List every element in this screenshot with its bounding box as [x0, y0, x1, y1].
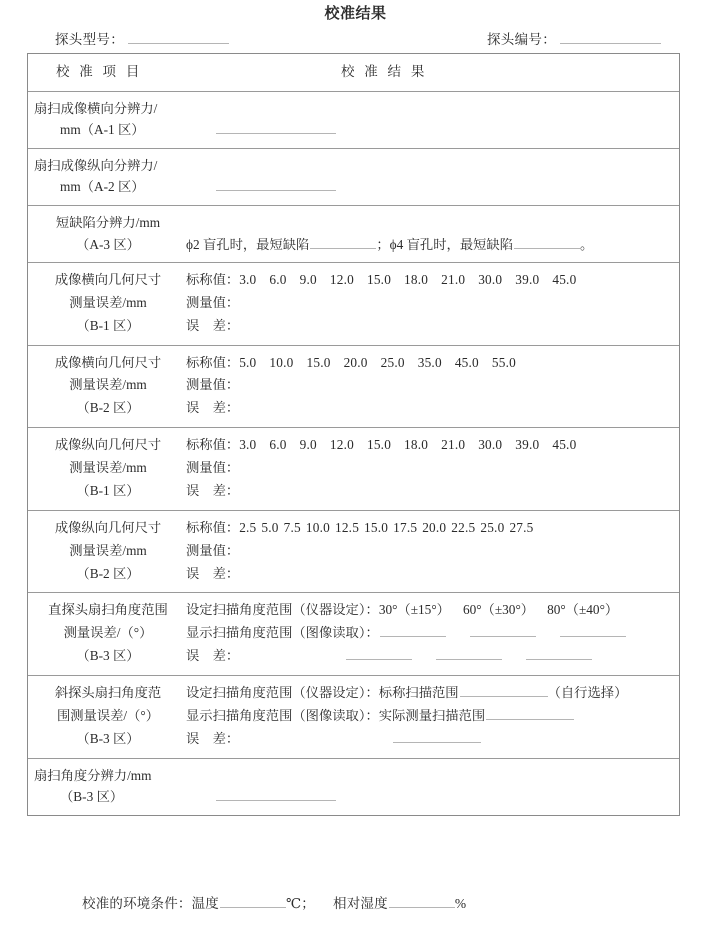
- straight-error-blank-3[interactable]: [526, 659, 592, 660]
- row-item-line: 测量误差/mm: [69, 460, 147, 476]
- value-item: 6.0: [269, 437, 287, 453]
- value-item: 30.0: [478, 272, 503, 288]
- humidity-label: 相对湿度: [333, 896, 388, 911]
- environment-conditions: [82, 892, 466, 912]
- row-item-line: mm（A-1 区）: [60, 122, 145, 138]
- value-item: 39.0: [515, 437, 540, 453]
- row-item-line: （B-3 区）: [76, 730, 140, 746]
- row-item-line: 短缺陷分辨力/mm: [55, 214, 161, 230]
- page-title: 校准结果: [324, 4, 387, 22]
- row-item-line: 扇扫角度分辨力/mm: [34, 767, 152, 783]
- value-item: 3.0: [239, 272, 257, 288]
- short-defect-text-1: ϕ2 盲孔时，最短缺陷: [186, 236, 310, 252]
- value-item: 25.0: [480, 519, 505, 535]
- measured-label: 测量值：: [186, 377, 240, 393]
- row-item-line: （B-2 区）: [76, 565, 140, 581]
- value-item: 15.0: [366, 437, 392, 453]
- header-cell-item: 校 准 项 目: [56, 64, 143, 79]
- calibration-table: [27, 53, 680, 816]
- value-item: 80°（±40°）: [547, 602, 619, 618]
- row-result-cell: [186, 149, 679, 205]
- value-item: 35.0: [417, 354, 442, 370]
- oblique-set-blank[interactable]: [460, 696, 548, 697]
- humidity-blank[interactable]: [389, 907, 455, 908]
- probe-serial-label: 探头编号：: [487, 32, 556, 47]
- value-item: 12.5: [334, 519, 360, 535]
- value-item: 60°（±30°）: [462, 602, 535, 618]
- oblique-error-blank[interactable]: [393, 742, 481, 743]
- straight-error-blank-1[interactable]: [346, 659, 412, 660]
- humidity-unit: %: [454, 896, 467, 911]
- row-item-line: 成像纵向几何尺寸: [54, 519, 162, 535]
- set-angle-line: [186, 599, 673, 622]
- row-item-cell: [28, 676, 186, 758]
- value-item: 7.5: [283, 519, 301, 535]
- row-result-cell: [186, 206, 679, 262]
- row-item-line: （B-2 区）: [76, 400, 140, 416]
- value-item: 30°（±15°）: [378, 602, 450, 618]
- short-defect-result-line: [186, 234, 673, 256]
- nominal-label: 标称值：: [186, 519, 240, 535]
- row-item-line: 斜探头扇扫角度范: [54, 684, 162, 700]
- error-label: 误 差：: [186, 482, 240, 498]
- table-row: [28, 592, 679, 675]
- table-row: [28, 427, 679, 510]
- nominal-label: 标称值：: [186, 437, 240, 453]
- row-item-cell: [28, 263, 186, 345]
- probe-model-field: [55, 28, 229, 48]
- row-result-cell: [186, 346, 679, 428]
- probe-serial-blank[interactable]: [560, 43, 661, 44]
- row-result-cell: [186, 759, 679, 815]
- nominal-values: [239, 434, 576, 457]
- nominal-line: [186, 352, 673, 375]
- value-item: 30.0: [478, 437, 503, 453]
- measured-label: 测量值：: [186, 294, 240, 310]
- value-item: 18.0: [404, 437, 429, 453]
- error-label: 误 差：: [186, 648, 240, 664]
- row-item-line: 直探头扇扫角度范围: [48, 602, 168, 618]
- value-item: 12.0: [329, 272, 354, 288]
- value-item: 18.0: [404, 272, 429, 288]
- probe-info-line: [0, 28, 711, 48]
- error-label: 误 差：: [186, 317, 240, 333]
- table-row: [28, 205, 679, 262]
- temperature-blank[interactable]: [220, 907, 286, 908]
- nominal-line: [186, 434, 673, 457]
- nominal-label: 标称值：: [186, 272, 240, 288]
- value-item: 3.0: [239, 437, 257, 453]
- error-label: 误 差：: [186, 400, 240, 416]
- row-item-cell: [28, 511, 186, 593]
- set-angle-label: 设定扫描角度范围（仪器设定）：: [186, 602, 379, 618]
- value-item: 45.0: [454, 354, 479, 370]
- row-item-cell: [28, 149, 186, 205]
- value-item: 22.5: [451, 519, 476, 535]
- value-item: 21.0: [441, 272, 466, 288]
- table-row: [28, 758, 679, 815]
- nominal-label: 标称值：: [186, 354, 240, 370]
- row-result-cell: [186, 676, 679, 758]
- nominal-line: [186, 517, 673, 540]
- value-item: 15.0: [306, 354, 331, 370]
- value-item: 17.5: [393, 519, 418, 535]
- measured-label: 测量值：: [186, 542, 240, 558]
- result-blank-field[interactable]: [216, 190, 336, 191]
- row-item-cell: [28, 759, 186, 815]
- nominal-line: [186, 269, 673, 292]
- row-item-cell: [28, 92, 186, 148]
- oblique-display-blank[interactable]: [486, 719, 574, 720]
- set-angle-values: [379, 602, 624, 617]
- row-item-line: 扇扫成像纵向分辨力/: [34, 157, 158, 173]
- straight-error-blank-2[interactable]: [436, 659, 502, 660]
- oblique-error-line: [186, 728, 673, 751]
- row-item-line: 成像横向几何尺寸: [54, 272, 162, 288]
- probe-model-label: 探头型号：: [55, 32, 124, 47]
- row-item-line: 测量误差/mm: [69, 294, 147, 310]
- value-item: 9.0: [299, 437, 317, 453]
- value-item: 9.0: [299, 272, 317, 288]
- row-item-line: 测量误差/mm: [69, 542, 147, 558]
- row-result-cell: [186, 593, 679, 675]
- value-item: 20.0: [343, 354, 368, 370]
- value-item: 21.0: [441, 437, 466, 453]
- value-item: 12.0: [329, 437, 354, 453]
- row-item-line: （B-3 区）: [60, 789, 124, 805]
- result-blank-field[interactable]: [216, 133, 336, 134]
- row-result-cell: [186, 92, 679, 148]
- row-item-line: （B-1 区）: [76, 317, 140, 333]
- row-item-line: （B-3 区）: [76, 648, 140, 664]
- row-item-cell: [28, 206, 186, 262]
- row-item-cell: [28, 593, 186, 675]
- oblique-display-label: 显示扫描角度范围（图像读取）：实际测量扫描范围: [186, 707, 486, 723]
- oblique-set-line: [186, 682, 673, 705]
- short-defect-text-3: 。: [580, 236, 594, 252]
- display-angle-blank-1[interactable]: [380, 636, 446, 637]
- value-item: 45.0: [552, 272, 577, 288]
- row-item-line: 成像横向几何尺寸: [54, 354, 162, 370]
- value-item: 5.0: [261, 519, 279, 535]
- nominal-values: [239, 517, 533, 540]
- value-item: 6.0: [269, 272, 287, 288]
- error-label: 误 差：: [186, 730, 240, 746]
- display-angle-blank-3[interactable]: [560, 636, 626, 637]
- short-defect-text-2: ；ϕ4 盲孔时，最短缺陷: [376, 236, 514, 252]
- table-row: [28, 91, 679, 148]
- row-item-line: （A-3 区）: [76, 236, 140, 252]
- oblique-set-suffix: （自行选择）: [547, 684, 628, 700]
- value-item: 2.5: [239, 519, 257, 535]
- table-row: [28, 510, 679, 593]
- row-result-cell: [186, 263, 679, 345]
- environment-prefix: 校准的环境条件：温度: [82, 896, 219, 911]
- table-row: [28, 345, 679, 428]
- row-item-line: 测量误差/（°）: [63, 625, 153, 641]
- straight-error-line: [186, 645, 673, 668]
- short-defect-blank-1[interactable]: [310, 248, 376, 249]
- table-row: [28, 148, 679, 205]
- display-angle-label: 显示扫描角度范围（图像读取）：: [186, 625, 379, 641]
- error-label: 误 差：: [186, 565, 240, 581]
- measured-label: 测量值：: [186, 460, 240, 476]
- row-item-cell: [28, 428, 186, 510]
- probe-model-blank[interactable]: [128, 43, 229, 44]
- table-row: [28, 675, 679, 758]
- row-item-line: 测量误差/mm: [69, 377, 147, 393]
- value-item: 39.0: [515, 272, 540, 288]
- value-item: 15.0: [364, 519, 389, 535]
- row-item-line: 扇扫成像横向分辨力/: [34, 100, 158, 116]
- short-defect-blank-2[interactable]: [514, 248, 580, 249]
- row-item-line: mm（A-2 区）: [60, 179, 145, 195]
- value-item: 20.0: [422, 519, 447, 535]
- value-item: 15.0: [366, 272, 392, 288]
- value-item: 27.5: [509, 519, 534, 535]
- row-result-cell: [186, 511, 679, 593]
- value-item: 25.0: [380, 354, 405, 370]
- oblique-set-label: 设定扫描角度范围（仪器设定）：标称扫描范围: [186, 684, 459, 700]
- probe-serial-field: [487, 28, 661, 48]
- header-cell-result: 校 准 结 果: [341, 64, 428, 79]
- value-item: 55.0: [491, 354, 516, 370]
- value-item: 45.0: [552, 437, 577, 453]
- value-item: 10.0: [305, 519, 330, 535]
- display-angle-blank-2[interactable]: [470, 636, 536, 637]
- row-result-cell: [186, 428, 679, 510]
- row-item-cell: [28, 346, 186, 428]
- row-item-line: （B-1 区）: [76, 482, 140, 498]
- value-item: 10.0: [269, 354, 294, 370]
- value-item: 5.0: [239, 354, 257, 370]
- result-blank-field[interactable]: [216, 800, 336, 801]
- table-header-row: [28, 54, 679, 91]
- row-item-line: 围测量误差/（°）: [56, 707, 160, 723]
- table-row: [28, 262, 679, 345]
- nominal-values: [239, 269, 576, 292]
- oblique-display-line: [186, 705, 673, 728]
- nominal-values: [239, 352, 516, 375]
- temperature-unit: ℃；: [286, 896, 316, 911]
- display-angle-line: [186, 622, 673, 645]
- row-item-line: 成像纵向几何尺寸: [54, 437, 162, 453]
